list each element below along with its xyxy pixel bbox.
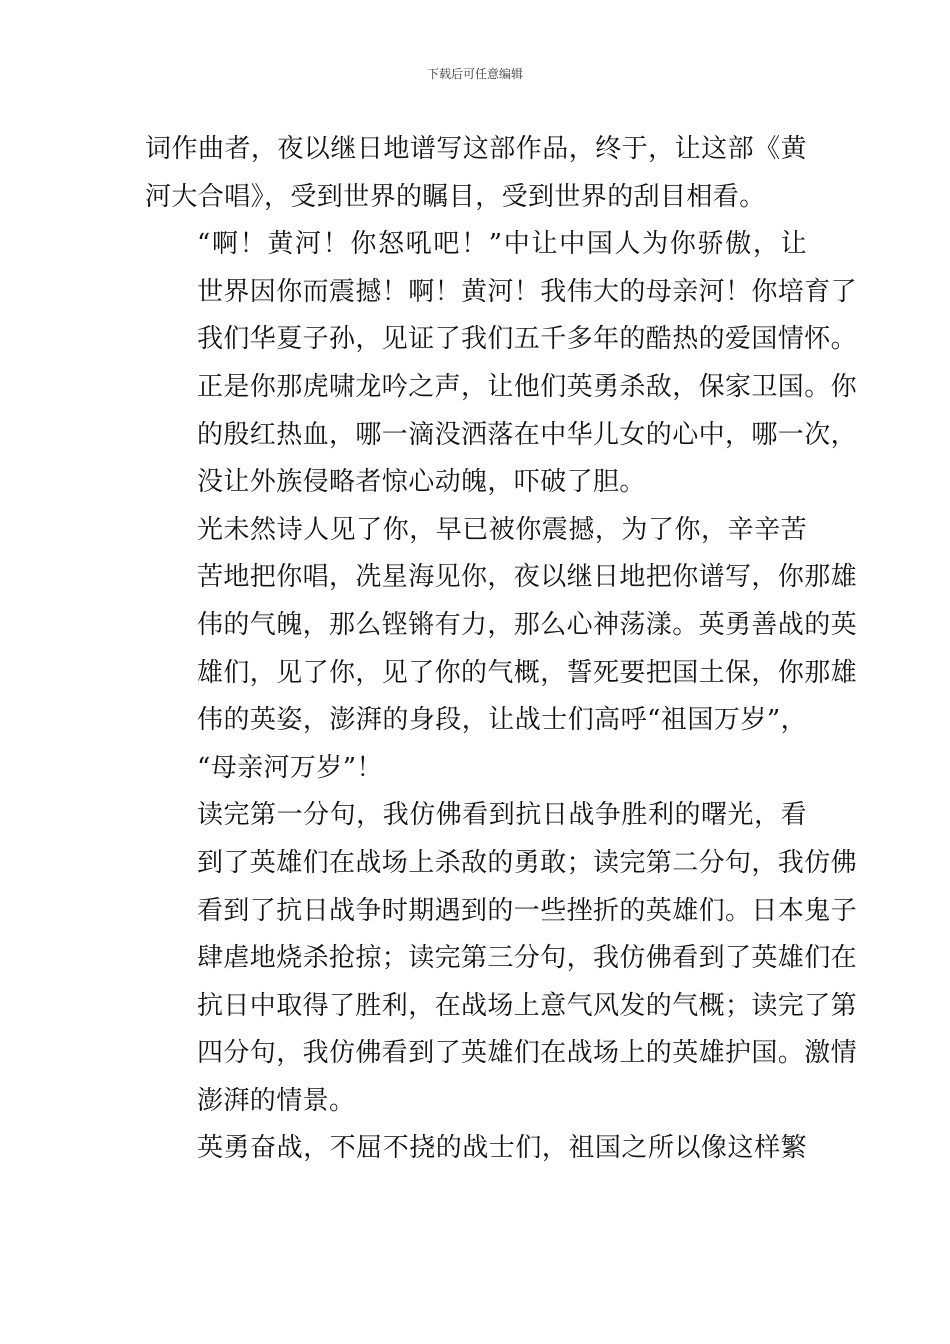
text-line: 肆虐地烧杀抢掠；读完第三分句，我仿佛看到了英雄们在 (197, 943, 858, 974)
paragraph (145, 1125, 807, 1173)
text-line: 正是你那虎啸龙吟之声，让他们英勇杀敌，保家卫国。你 (197, 371, 858, 402)
text-line: 世界因你而震撼！啊！黄河！我伟大的母亲河！你培育了 (197, 276, 858, 307)
text-line: 没让外族侵略者惊心动魄，吓破了胆。 (197, 467, 646, 498)
paragraph (145, 221, 858, 507)
text-line: 词作曲者，夜以继日地谱写这部作品，终于，让这部《黄 (145, 134, 807, 164)
text-line: 到了英雄们在战场上杀敌的勇敢；读完第二分句，我仿佛 (197, 847, 858, 878)
document-body (145, 126, 858, 1173)
text-line: 伟的英姿，澎湃的身段，让战士们高呼“祖国万岁”， (197, 705, 807, 736)
text-line: 看到了抗日战争时期遇到的一些挫折的英雄们。日本鬼子 (197, 895, 858, 926)
text-line: 的殷红热血，哪一滴没洒落在中华儿女的心中，哪一次， (197, 419, 858, 450)
paragraph (145, 126, 807, 221)
text-line: 抗日中取得了胜利，在战场上意气风发的气概；读完了第 (197, 990, 858, 1021)
paragraph (145, 507, 858, 793)
text-line: 雄们，见了你，见了你的气概，誓死要把国土保，你那雄 (197, 657, 858, 688)
text-line: 苦地把你唱，冼星海见你，夜以继日地把你谱写，你那雄 (197, 562, 858, 593)
page-header: 下载后可任意编辑 (426, 67, 523, 81)
text-line: “啊！黄河！你怒吼吧！”中让中国人为你骄傲，让 (197, 229, 807, 260)
text-line: “母亲河万岁”！ (197, 752, 383, 783)
text-line: 四分句，我仿佛看到了英雄们在战场上的英雄护国。激情 (197, 1038, 858, 1069)
text-line: 英勇奋战，不屈不挠的战士们，祖国之所以像这样繁 (197, 1133, 807, 1164)
text-line: 河大合唱》，受到世界的瞩目，受到世界的刮目相看。 (145, 181, 766, 212)
text-line: 我们华夏子孙，见证了我们五千多年的酷热的爱国情怀。 (197, 324, 858, 355)
text-line: 光未然诗人见了你，早已被你震撼，为了你，辛辛苦 (197, 514, 807, 545)
paragraph (145, 792, 858, 1125)
text-line: 澎湃的情景。 (197, 1085, 356, 1116)
text-line: 伟的气魄，那么铿锵有力，那么心神荡漾。英勇善战的英 (197, 609, 858, 640)
text-line: 读完第一分句，我仿佛看到抗日战争胜利的曙光，看 (197, 800, 807, 831)
